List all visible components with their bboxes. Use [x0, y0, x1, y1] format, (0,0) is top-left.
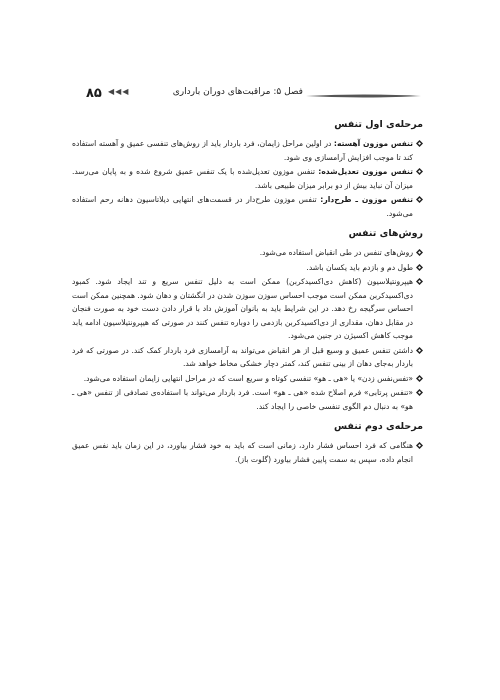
list-item — [72, 246, 423, 260]
diamond-bullet-icon — [416, 375, 423, 382]
page-content — [72, 118, 423, 473]
section-title: مرحله‌ی دوم تنفس — [333, 421, 423, 432]
section-second-stage — [72, 420, 423, 466]
item-text: طول دم و بازدم باید یکسان باشد. — [306, 262, 413, 272]
diamond-bullet-icon — [416, 278, 423, 285]
item-lead: تنفس موزون ـ طرح‌دار: — [320, 195, 413, 204]
list-item — [72, 261, 423, 275]
list-item — [72, 386, 423, 413]
page-header — [86, 84, 421, 104]
page-number: ۸۵ — [86, 86, 102, 101]
diamond-bullet-icon — [416, 249, 423, 256]
list-item — [72, 439, 423, 466]
item-text: هنگامی که فرد احساس فشار دارد، زمانی است که باید به خود فشار بیاورد، در این زمان باید نفس عمیق انجام داده، سپس به سمت پایین فشار بیاورد (گلوت باز). — [72, 441, 413, 464]
list-item — [72, 344, 423, 371]
diamond-bullet-icon — [416, 168, 423, 175]
section-title: مرحله‌ی اول تنفس — [334, 119, 423, 130]
item-lead: تنفس موزون آهسته: — [333, 139, 413, 148]
list-item — [72, 137, 423, 164]
diamond-bullet-icon — [416, 442, 423, 449]
list-item — [72, 165, 423, 192]
list-item — [72, 372, 423, 386]
header-swoosh-rule — [306, 93, 421, 99]
item-lead: تنفس موزون تعدیل‌شده: — [318, 167, 413, 176]
bullet-list — [72, 439, 423, 466]
arrow-ornament-icon: ◀◀◀ — [108, 87, 130, 96]
diamond-bullet-icon — [416, 140, 423, 147]
item-text: «تفس‌نفس زدن» یا «هی ـ هو» تنفسی کوتاه و سریع است که در مراحل انتهایی زایمان استفاده می‌شود. — [83, 373, 413, 383]
section-breathing-methods — [72, 227, 423, 413]
item-text: تنفس موزون تعدیل‌شده با یک تنفس عمیق شروع شده و به پایان می‌رسد. میزان آن نباید بیش از دو برابر میزان طبیعی باشد. — [72, 167, 413, 190]
item-text: هیپرونتیلاسیون (کاهش دی‌اکسیدکربن) ممکن است به دلیل تنفس سریع و تند ایجاد شود. کمبود دی‌اکسیدکربن ممکن است موجب احساس سوزن سوزن شدن در انگشتان و دهان شود. همچنین ممکن است احساس سرگیجه رخ دهد. در این شرایط باید به بانوان آموزش داد با قرار دادن دست خود به صورت فنجان در مقابل دهان، مقداری از دی‌اکسیدکربن بازدمی را دوباره تنفس کنند در صورتی که هیپرونتیلاسیون ادامه یابد موجب کاهش اکسیژن در جنین می‌شود. — [72, 277, 413, 340]
list-item — [72, 193, 423, 220]
item-text: در اولین مراحل زایمان، فرد باردار باید از روش‌های تنفسی عمیق و آهسته استفاده کند تا موجب افزایش آرامسازی وی شود. — [72, 139, 413, 162]
list-item — [72, 275, 423, 343]
item-text: تنفس موزون طرح‌دار در قسمت‌های انتهایی دیلاتاسیون دهانه رحم استفاده می‌شود. — [72, 195, 413, 218]
chapter-title: فصل ۵: مراقبت‌های دوران بارداری — [172, 87, 303, 97]
diamond-bullet-icon — [416, 389, 423, 396]
diamond-bullet-icon — [416, 196, 423, 203]
section-first-stage — [72, 118, 423, 220]
item-text: روش‌های تنفس در طی انقباض استفاده می‌شود. — [259, 248, 413, 257]
bullet-list — [72, 137, 423, 220]
diamond-bullet-icon — [416, 264, 423, 271]
bullet-list — [72, 246, 423, 413]
item-text: «تنفس پرتابی» فرم اصلاح شده «هی ـ هو» است. فرد باردار می‌تواند با استفاده‌ی تصادفی از تنفس «هی ـ هو» به دنبال دم الگوی تنفسی خاصی را ایجاد کند. — [72, 388, 413, 411]
diamond-bullet-icon — [416, 347, 423, 354]
section-title: روش‌های تنفس — [348, 228, 423, 239]
item-text: داشتن تنفس عمیق و وسیع قبل از هر انقباض می‌تواند به آرامسازی فرد باردار کمک کند. در صورتی که فرد باردار به‌جای دهان از بینی تنفس کند، کمتر دچار خشکی مخاط خواهد شد. — [72, 345, 413, 368]
